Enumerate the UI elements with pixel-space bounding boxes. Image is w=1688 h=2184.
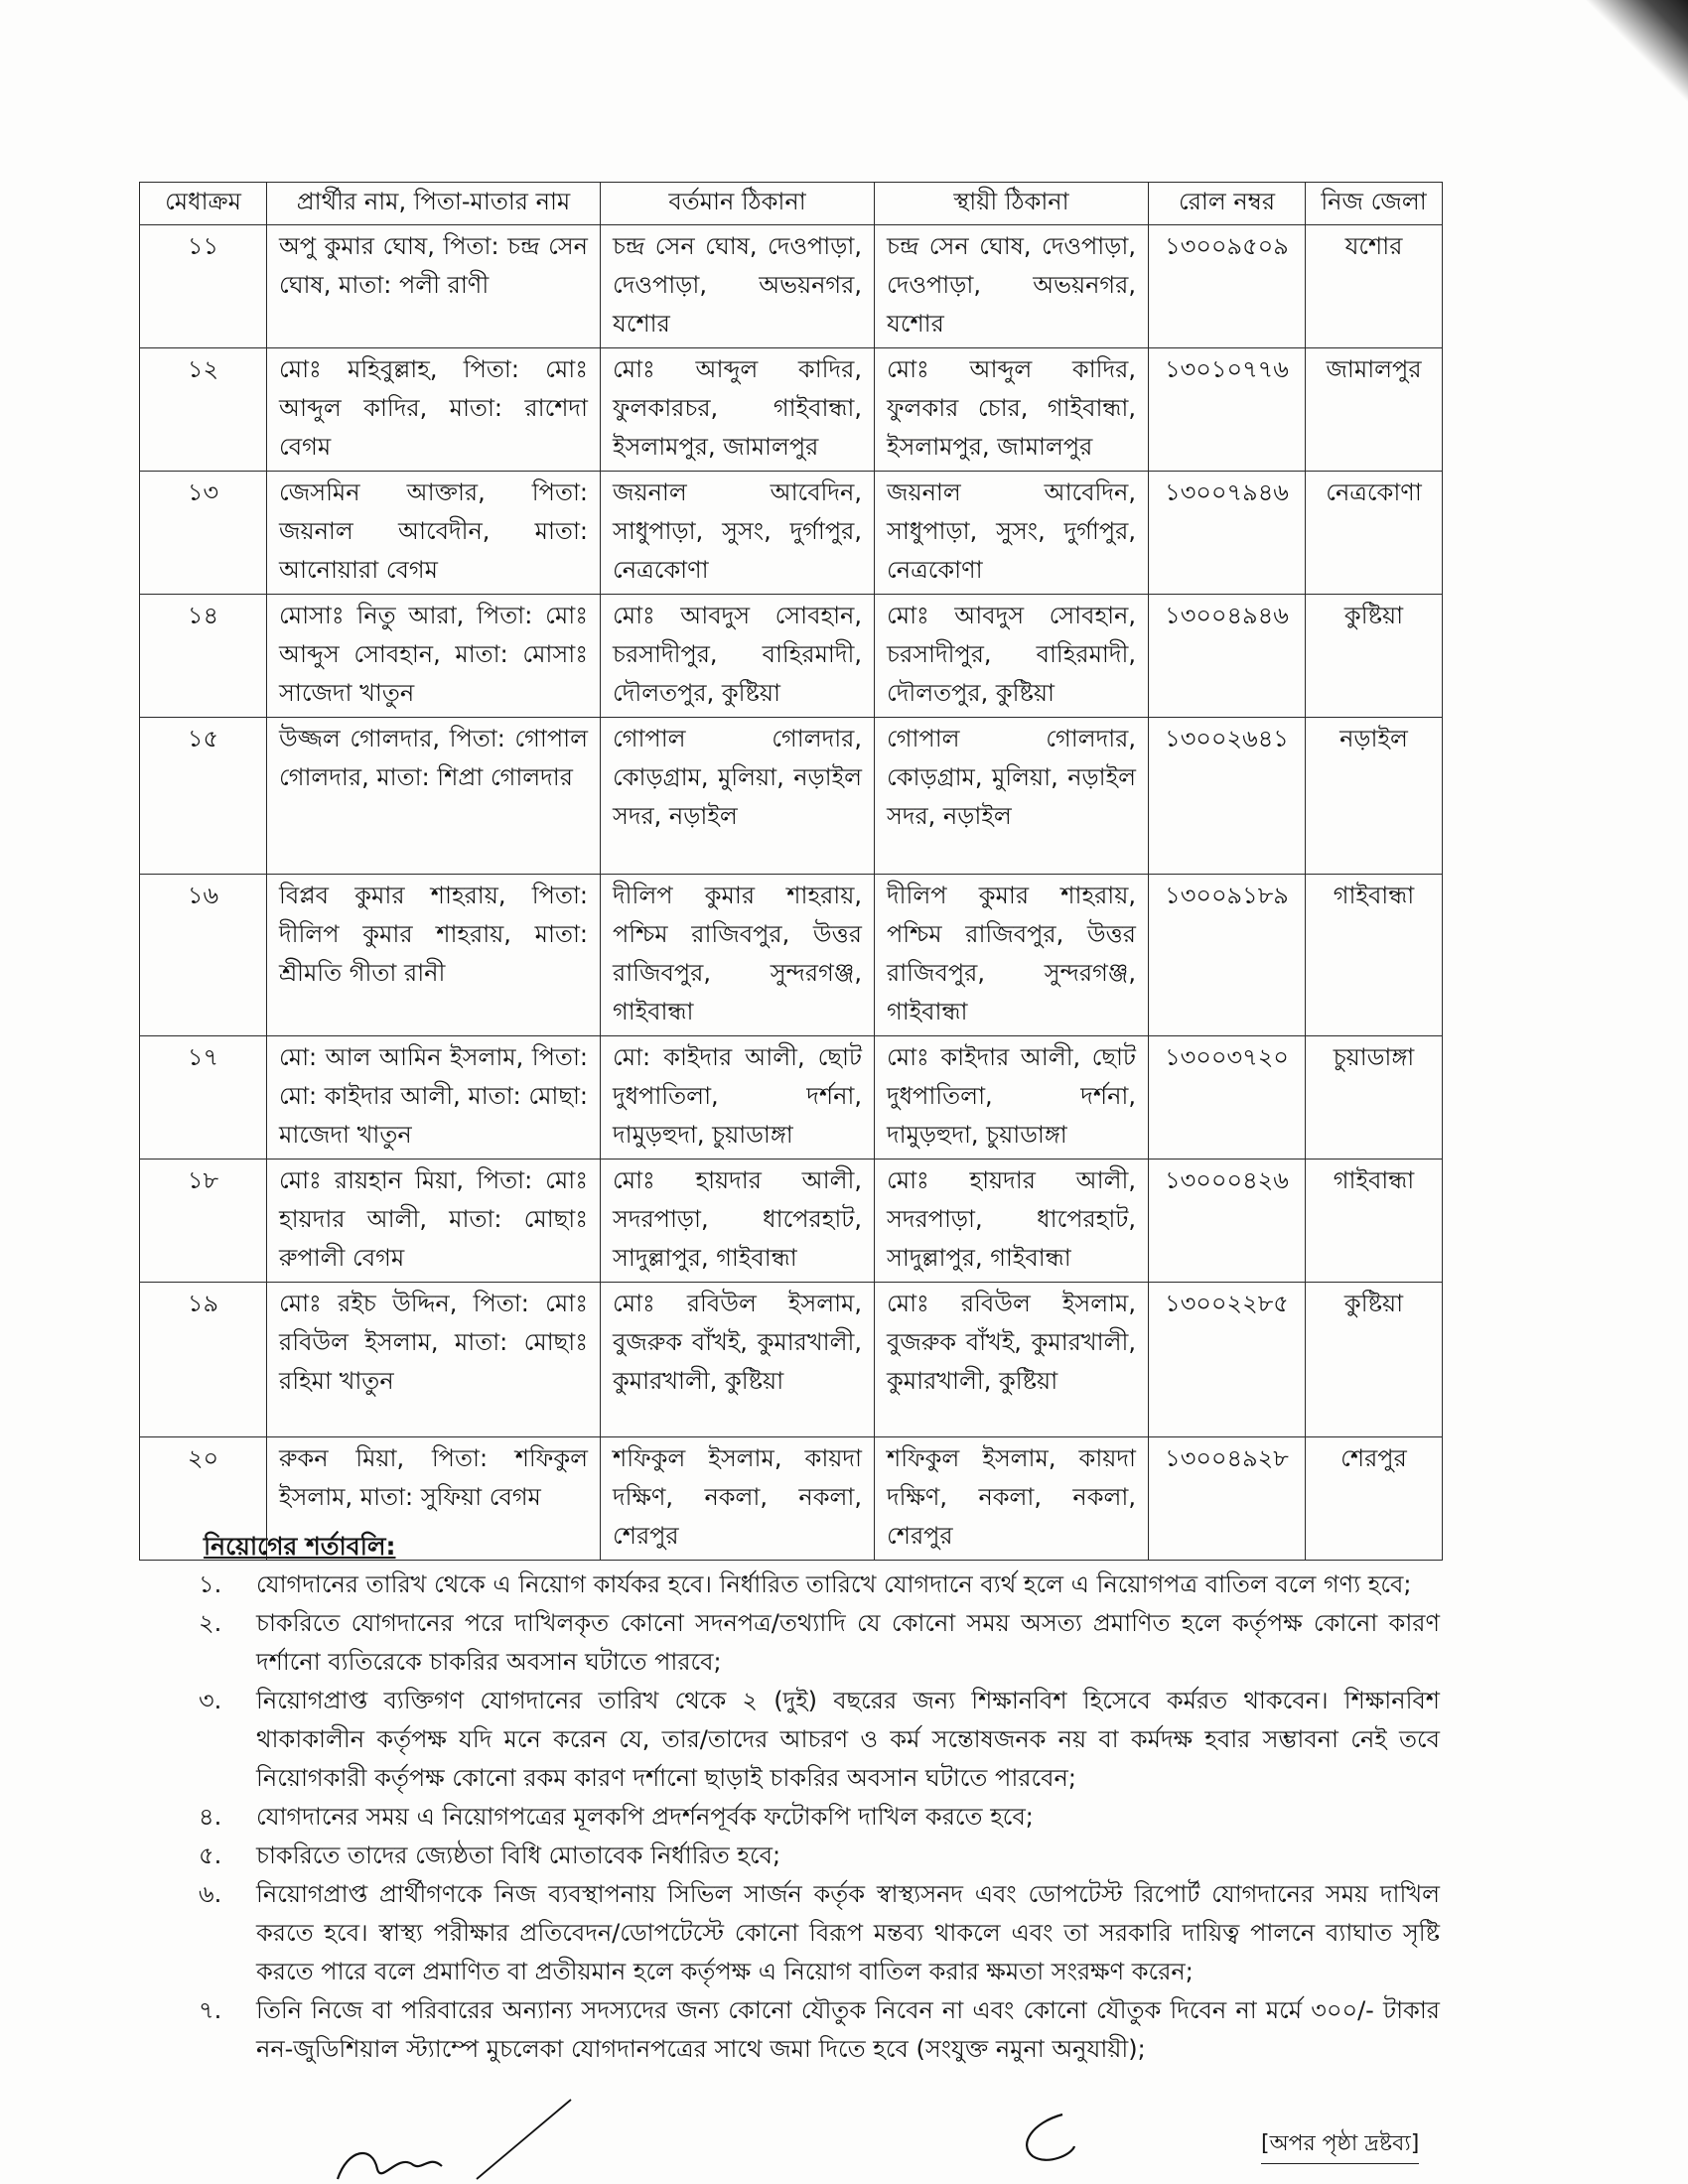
roll-cell: ১৩০০৪৯৪৬ bbox=[1149, 595, 1306, 718]
table-header-row bbox=[140, 183, 1443, 225]
merit-cell: ১৫ bbox=[140, 718, 267, 875]
table-row bbox=[140, 348, 1443, 472]
term-number: ৩. bbox=[199, 1687, 222, 1714]
permanent-address-cell: চন্দ্র সেন ঘোষ, দেওপাড়া, দেওপাড়া, অভয়নগর, যশোর bbox=[875, 225, 1149, 348]
present-address-cell: চন্দ্র সেন ঘোষ, দেওপাড়া, দেওপাড়া, অভয়নগর, যশোর bbox=[601, 225, 875, 348]
roll-cell: ১৩০০৩৭২০ bbox=[1149, 1036, 1306, 1160]
table-row bbox=[140, 1283, 1443, 1437]
table-row bbox=[140, 1160, 1443, 1283]
term-number: ১. bbox=[199, 1570, 222, 1598]
table-row bbox=[140, 718, 1443, 875]
name-cell: জেসমিন আক্তার, পিতা: জয়নাল আবেদীন, মাতা: আনোয়ারা বেগম bbox=[267, 472, 601, 595]
merit-cell: ১১ bbox=[140, 225, 267, 348]
term-item bbox=[199, 1604, 1440, 1682]
district-cell: গাইবান্ধা bbox=[1306, 875, 1443, 1036]
name-cell: মোঃ রইচ উদ্দিন, পিতা: মোঃ রবিউল ইসলাম, মাতা: মোছাঃ রহিমা খাতুন bbox=[267, 1283, 601, 1437]
roll-cell: ১৩০০২৬৪১ bbox=[1149, 718, 1306, 875]
permanent-address-cell: মোঃ হায়দার আলী, সদরপাড়া, ধাপেরহাট, সাদুল্লাপুর, গাইবান্ধা bbox=[875, 1160, 1149, 1283]
term-text: নিয়োগপ্রাপ্ত প্রার্থীগণকে নিজ ব্যবস্থাপনায় সিভিল সার্জন কর্তৃক স্বাস্থ্যসনদ এবং ডোপটেস্ট রিপোর্ট যোগদানের সময় দাখিল করতে হবে। স্বাস্থ্য পরীক্ষার প্রতিবেদন/ডোপটেস্টে কোনো বিরূপ মন্তব্য থাকলে এবং তা সরকারি দায়িত্ব পালনে ব্যাঘাত সৃষ্টি করতে পারে বলে প্রমাণিত বা প্রতীয়মান হলে কর্তৃপক্ষ এ নিয়োগ বাতিল করার ক্ষমতা সংরক্ষণ করেন; bbox=[256, 1880, 1440, 1985]
term-number: ২. bbox=[199, 1609, 222, 1637]
permanent-address-cell: দীলিপ কুমার শাহরায়, পশ্চিম রাজিবপুর, উত্তর রাজিবপুর, সুন্দরগঞ্জ, গাইবান্ধা bbox=[875, 875, 1149, 1036]
term-text: চাকরিতে যোগদানের পরে দাখিলকৃত কোনো সদনপত্র/তথ্যাদি যে কোনো সময় অসত্য প্রমাণিত হলে কর্তৃপক্ষ কোনো কারণ দর্শানো ব্যতিরেকে চাকরির অবসান ঘটাতে পারবে; bbox=[256, 1609, 1440, 1676]
table-row bbox=[140, 472, 1443, 595]
header-present-address: বর্তমান ঠিকানা bbox=[601, 183, 875, 225]
name-cell: রুকন মিয়া, পিতা: শফিকুল ইসলাম, মাতা: সুফিয়া বেগম bbox=[267, 1437, 601, 1561]
name-cell: মোসাঃ নিতু আরা, পিতা: মোঃ আব্দুস সোবহান, মাতা: মোসাঃ সাজেদা খাতুন bbox=[267, 595, 601, 718]
signature-left bbox=[318, 2095, 606, 2184]
header-name: প্রার্থীর নাম, পিতা-মাতার নাম bbox=[267, 183, 601, 225]
permanent-address-cell: মোঃ আব্দুল কাদির, ফুলকার চোর, গাইবান্ধা, ইসলামপুর, জামালপুর bbox=[875, 348, 1149, 472]
merit-cell: ১৪ bbox=[140, 595, 267, 718]
merit-cell: ১৩ bbox=[140, 472, 267, 595]
table-row bbox=[140, 595, 1443, 718]
term-text: যোগদানের তারিখ থেকে এ নিয়োগ কার্যকর হবে। নির্ধারিত তারিখে যোগদানে ব্যর্থ হলে এ নিয়োগপত্র বাতিল বলে গণ্য হবে; bbox=[256, 1570, 1412, 1598]
district-cell: কুষ্টিয়া bbox=[1306, 595, 1443, 718]
district-cell: চুয়াডাঙ্গা bbox=[1306, 1036, 1443, 1160]
terms-heading: নিয়োগের শর্তাবলি: bbox=[204, 1532, 396, 1561]
signature-right bbox=[1003, 2105, 1122, 2184]
term-item bbox=[199, 1798, 1440, 1837]
candidate-table bbox=[139, 182, 1443, 1561]
terms-list bbox=[199, 1566, 1440, 2069]
table-row bbox=[140, 1036, 1443, 1160]
name-cell: মো: আল আমিন ইসলাম, পিতা: মো: কাইদার আলী, মাতা: মোছা: মাজেদা খাতুন bbox=[267, 1036, 601, 1160]
permanent-address-cell: মোঃ রবিউল ইসলাম, বুজরুক বাঁখই, কুমারখালী, কুমারখালী, কুষ্টিয়া bbox=[875, 1283, 1149, 1437]
roll-cell: ১৩০০০৪২৬ bbox=[1149, 1160, 1306, 1283]
name-cell: মোঃ রায়হান মিয়া, পিতা: মোঃ হায়দার আলী, মাতা: মোছাঃ রুপালী বেগম bbox=[267, 1160, 601, 1283]
header-district: নিজ জেলা bbox=[1306, 183, 1443, 225]
present-address-cell: মোঃ আবদুস সোবহান, চরসাদীপুর, বাহিরমাদী, দৌলতপুর, কুষ্টিয়া bbox=[601, 595, 875, 718]
district-cell: শেরপুর bbox=[1306, 1437, 1443, 1561]
term-number: ৭. bbox=[199, 1996, 222, 2024]
term-text: চাকরিতে তাদের জ্যেষ্ঠতা বিধি মোতাবেক নির্ধারিত হবে; bbox=[256, 1842, 781, 1869]
roll-cell: ১৩০০৯১৮৯ bbox=[1149, 875, 1306, 1036]
continued-overleaf-note: [অপর পৃষ্ঠা দ্রষ্টব্য] bbox=[1261, 2126, 1419, 2164]
scan-shadow bbox=[1569, 0, 1688, 109]
header-roll: রোল নম্বর bbox=[1149, 183, 1306, 225]
present-address-cell: মো: কাইদার আলী, ছোট দুধপাতিলা, দর্শনা, দামুড়হুদা, চুয়াডাঙ্গা bbox=[601, 1036, 875, 1160]
permanent-address-cell: মোঃ আবদুস সোবহান, চরসাদীপুর, বাহিরমাদী, দৌলতপুর, কুষ্টিয়া bbox=[875, 595, 1149, 718]
roll-cell: ১৩০০৭৯৪৬ bbox=[1149, 472, 1306, 595]
roll-cell: ১৩০১০৭৭৬ bbox=[1149, 348, 1306, 472]
merit-cell: ১৬ bbox=[140, 875, 267, 1036]
merit-cell: ১৮ bbox=[140, 1160, 267, 1283]
header-permanent-address: স্থায়ী ঠিকানা bbox=[875, 183, 1149, 225]
name-cell: বিপ্লব কুমার শাহরায়, পিতা: দীলিপ কুমার শাহরায়, মাতা: শ্রীমতি গীতা রানী bbox=[267, 875, 601, 1036]
term-number: ৬. bbox=[199, 1880, 222, 1908]
term-number: ৫. bbox=[199, 1842, 222, 1869]
merit-cell: ১২ bbox=[140, 348, 267, 472]
district-cell: গাইবান্ধা bbox=[1306, 1160, 1443, 1283]
present-address-cell: মোঃ রবিউল ইসলাম, বুজরুক বাঁখই, কুমারখালী, কুমারখালী, কুষ্টিয়া bbox=[601, 1283, 875, 1437]
district-cell: জামালপুর bbox=[1306, 348, 1443, 472]
term-text: তিনি নিজে বা পরিবারের অন্যান্য সদস্যদের জন্য কোনো যৌতুক নিবেন না এবং কোনো যৌতুক দিবেন না মর্মে ৩০০/- টাকার নন-জুডিশিয়াল স্ট্যাম্পে মুচলেকা যোগদানপত্রের সাথে জমা দিতে হবে (সংযুক্ত নমুনা অনুযায়ী); bbox=[256, 1996, 1440, 2063]
permanent-address-cell: জয়নাল আবেদিন, সাধুপাড়া, সুসং, দুর্গাপুর, নেত্রকোণা bbox=[875, 472, 1149, 595]
roll-cell: ১৩০০৯৫০৯ bbox=[1149, 225, 1306, 348]
present-address-cell: জয়নাল আবেদিন, সাধুপাড়া, সুসং, দুর্গাপুর, নেত্রকোণা bbox=[601, 472, 875, 595]
district-cell: যশোর bbox=[1306, 225, 1443, 348]
merit-cell: ১৭ bbox=[140, 1036, 267, 1160]
name-cell: মোঃ মহিবুল্লাহ, পিতা: মোঃ আব্দুল কাদির, মাতা: রাশেদা বেগম bbox=[267, 348, 601, 472]
merit-cell: ২০ bbox=[140, 1437, 267, 1561]
present-address-cell: মোঃ আব্দুল কাদির, ফুলকারচর, গাইবান্ধা, ইসলামপুর, জামালপুর bbox=[601, 348, 875, 472]
district-cell: নড়াইল bbox=[1306, 718, 1443, 875]
table-row bbox=[140, 875, 1443, 1036]
district-cell: কুষ্টিয়া bbox=[1306, 1283, 1443, 1437]
present-address-cell: মোঃ হায়দার আলী, সদরপাড়া, ধাপেরহাট, সাদুল্লাপুর, গাইবান্ধা bbox=[601, 1160, 875, 1283]
name-cell: উজ্জল গোলদার, পিতা: গোপাল গোলদার, মাতা: শিপ্রা গোলদার bbox=[267, 718, 601, 875]
term-item bbox=[199, 1566, 1440, 1604]
term-text: নিয়োগপ্রাপ্ত ব্যক্তিগণ যোগদানের তারিখ থেকে ২ (দুই) বছরের জন্য শিক্ষানবিশ হিসেবে কর্মরত থাকবেন। শিক্ষানবিশ থাকাকালীন কর্তৃপক্ষ যদি মনে করেন যে, তার/তাদের আচরণ ও কর্ম সন্তোষজনক নয় বা কর্মদক্ষ হবার সম্ভাবনা নেই তবে নিয়োগকারী কর্তৃপক্ষ কোনো রকম কারণ দর্শানো ছাড়াই চাকরির অবসান ঘটাতে পারবেন; bbox=[256, 1687, 1440, 1792]
permanent-address-cell: মোঃ কাইদার আলী, ছোট দুধপাতিলা, দর্শনা, দামুড়হুদা, চুয়াডাঙ্গা bbox=[875, 1036, 1149, 1160]
term-text: যোগদানের সময় এ নিয়োগপত্রের মূলকপি প্রদর্শনপূর্বক ফটোকপি দাখিল করতে হবে; bbox=[256, 1803, 1034, 1831]
term-item bbox=[199, 1991, 1440, 2069]
term-item bbox=[199, 1682, 1440, 1798]
permanent-address-cell: গোপাল গোলদার, কোড়গ্রাম, মুলিয়া, নড়াইল সদর, নড়াইল bbox=[875, 718, 1149, 875]
roll-cell: ১৩০০২২৮৫ bbox=[1149, 1283, 1306, 1437]
merit-cell: ১৯ bbox=[140, 1283, 267, 1437]
present-address-cell: দীলিপ কুমার শাহরায়, পশ্চিম রাজিবপুর, উত্তর রাজিবপুর, সুন্দরগঞ্জ, গাইবান্ধা bbox=[601, 875, 875, 1036]
roll-cell: ১৩০০৪৯২৮ bbox=[1149, 1437, 1306, 1561]
present-address-cell: শফিকুল ইসলাম, কায়দা দক্ষিণ, নকলা, নকলা, শেরপুর bbox=[601, 1437, 875, 1561]
term-item bbox=[199, 1837, 1440, 1875]
present-address-cell: গোপাল গোলদার, কোড়গ্রাম, মুলিয়া, নড়াইল সদর, নড়াইল bbox=[601, 718, 875, 875]
term-item bbox=[199, 1875, 1440, 1991]
name-cell: অপু কুমার ঘোষ, পিতা: চন্দ্র সেন ঘোষ, মাতা: পলী রাণী bbox=[267, 225, 601, 348]
table-row bbox=[140, 225, 1443, 348]
term-number: ৪. bbox=[199, 1803, 222, 1831]
district-cell: নেত্রকোণা bbox=[1306, 472, 1443, 595]
permanent-address-cell: শফিকুল ইসলাম, কায়দা দক্ষিণ, নকলা, নকলা, শেরপুর bbox=[875, 1437, 1149, 1561]
header-merit: মেধাক্রম bbox=[140, 183, 267, 225]
